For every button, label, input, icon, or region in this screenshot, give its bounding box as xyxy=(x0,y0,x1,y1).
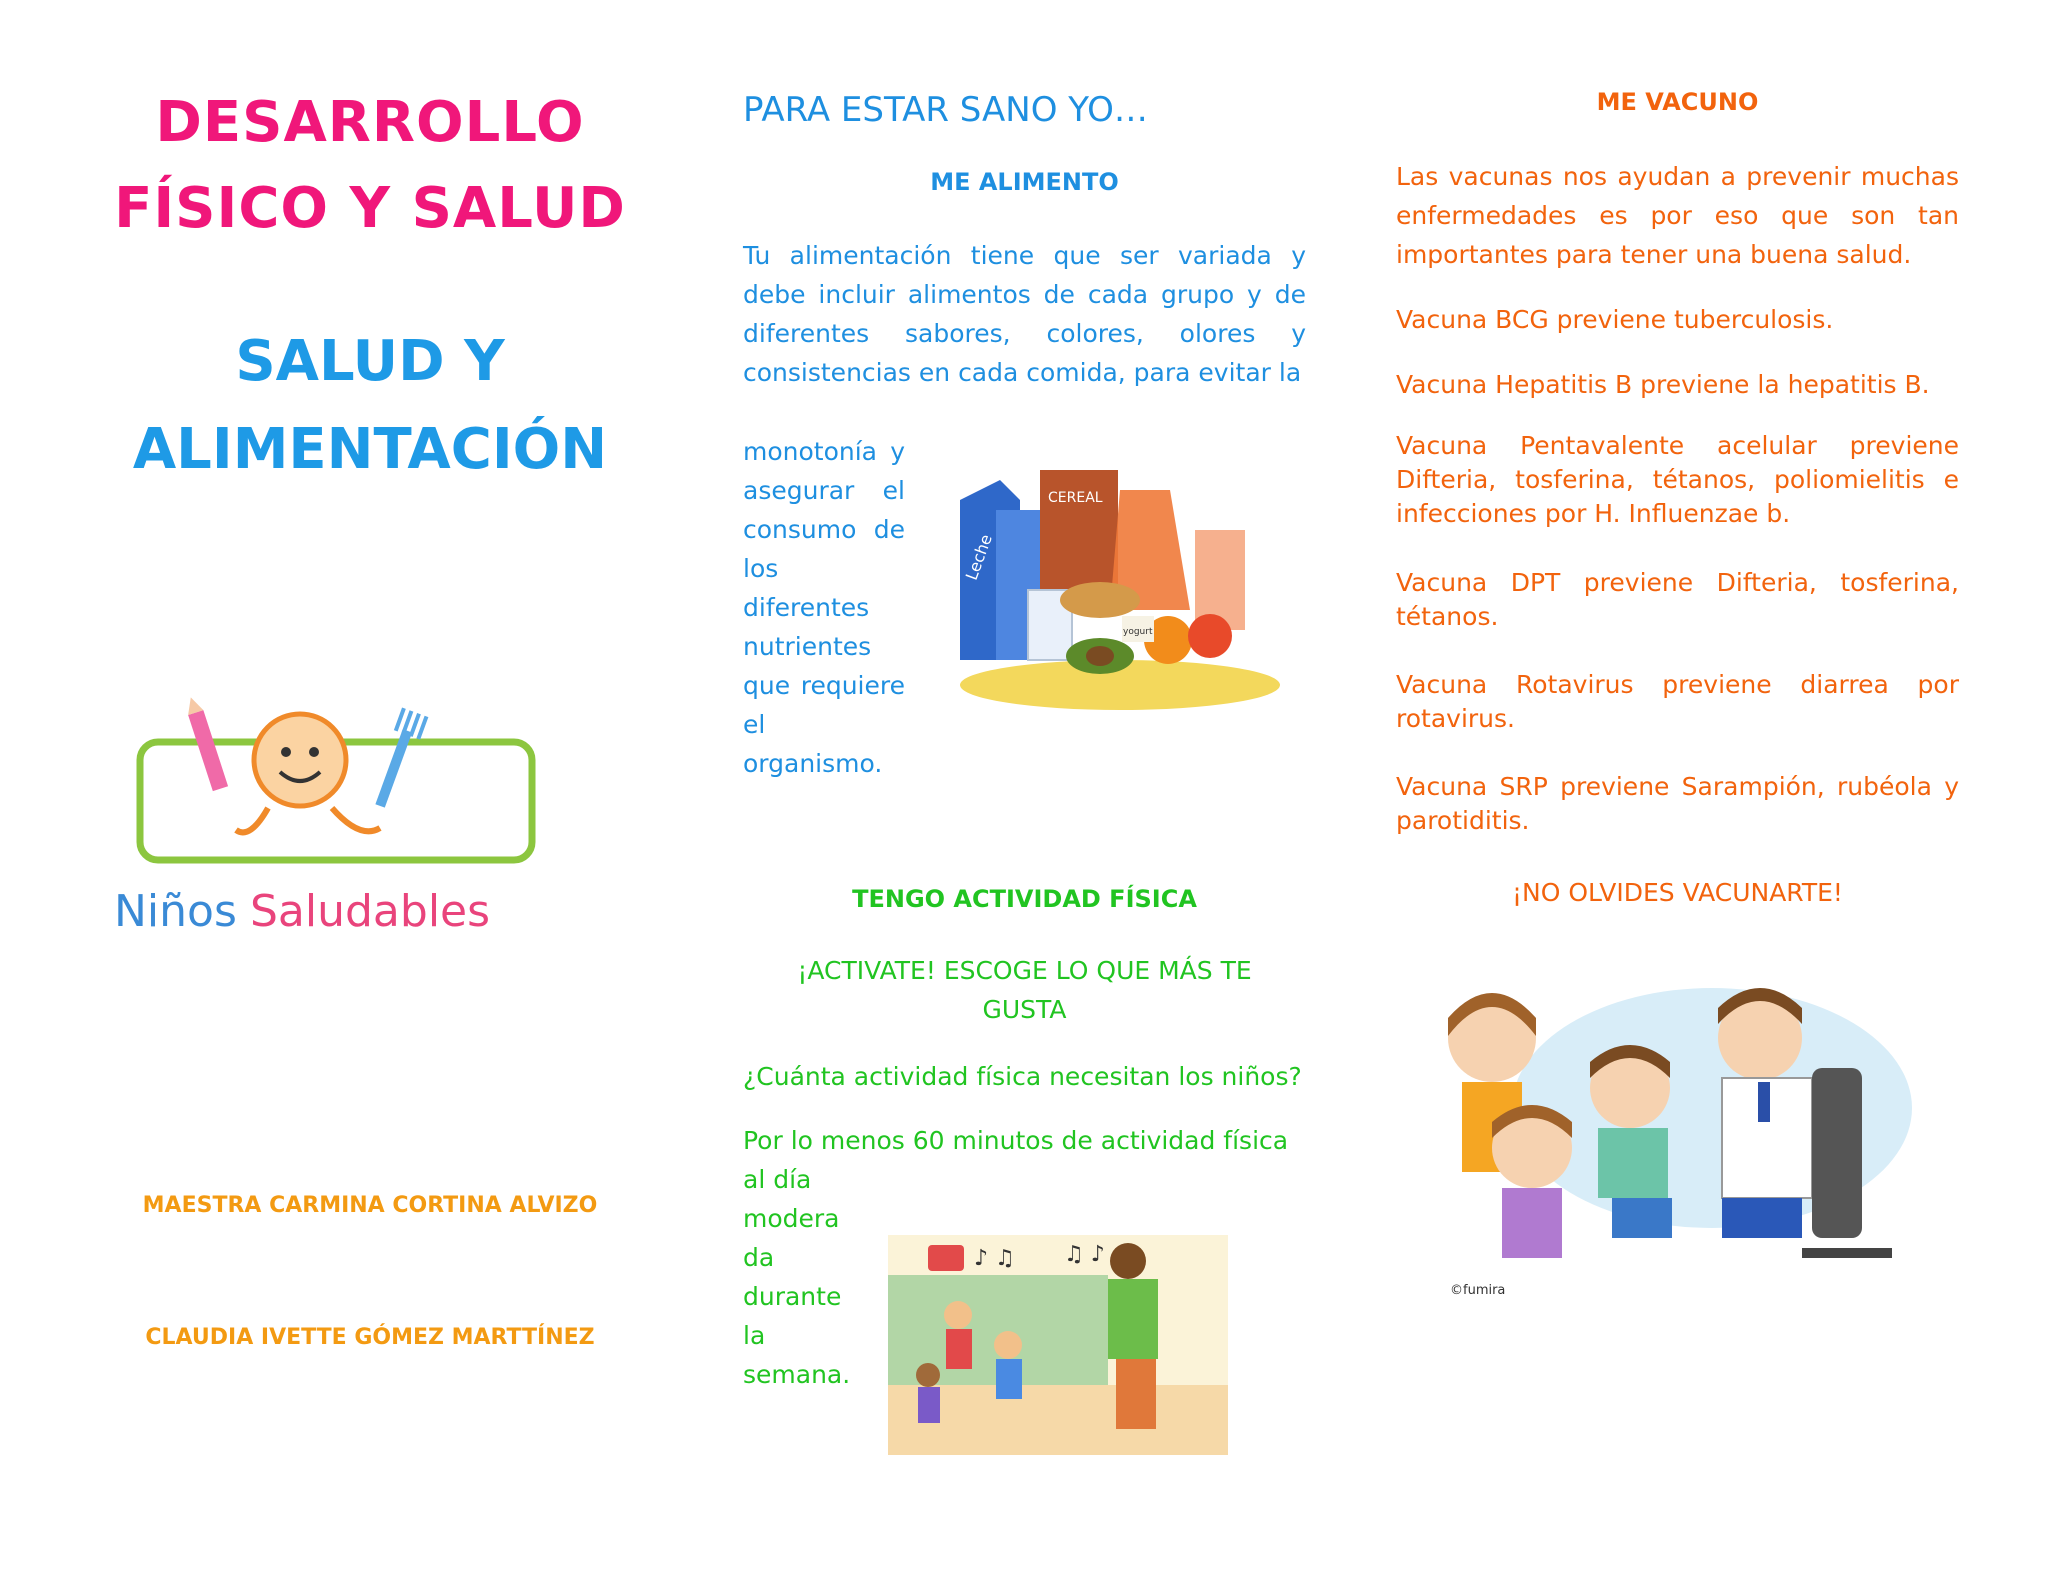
dancing-kids-illustration xyxy=(888,1235,1228,1455)
vaccine-srp: Vacuna SRP previene Sarampión, rubéola y parotiditis. xyxy=(1396,772,1959,835)
middle-panel xyxy=(740,0,1340,1582)
activity-question: ¿Cuánta actividad física necesitan los niños? xyxy=(743,1062,1302,1091)
vaccine-intro: Las vacunas nos ayudan a prevenir muchas enfermedades es por eso que son tan importantes para tener una buena salud. xyxy=(1396,162,1959,269)
vaccine-dpt: Vacuna DPT previene Difteria, tosferina, tétanos. xyxy=(1396,568,1959,631)
activity-answer: Por lo menos 60 minutos de actividad física xyxy=(743,1126,1289,1155)
vaccine-hepatitis-b: Vacuna Hepatitis B previene la hepatitis B. xyxy=(1396,370,1930,399)
ninos-saludables-logo xyxy=(100,690,560,950)
section-heading: PARA ESTAR SANO YO… xyxy=(743,90,1148,130)
activity-answer-continued: al día modera da durante la semana. xyxy=(743,1165,851,1389)
activity-heading: TENGO ACTIVIDAD FÍSICA xyxy=(852,885,1197,913)
left-panel xyxy=(0,0,740,1582)
image-credit: ©fumira xyxy=(1450,1283,1506,1298)
milk-label: Leche xyxy=(961,531,996,583)
cereal-label: CEREAL xyxy=(1048,490,1103,506)
yogurt-label: yogurt xyxy=(1123,627,1153,637)
vaccine-bcg: Vacuna BCG previene tuberculosis. xyxy=(1396,305,1834,334)
food-text: Tu alimentación tiene que ser variada y debe incluir alimentos de cada grupo y de diferentes sabores, colores, olores y consistencias en cada comida, para evitar la xyxy=(743,241,1306,387)
main-title-line1: DESARROLLO xyxy=(155,90,585,155)
right-panel xyxy=(1380,0,2020,1582)
activity-call: ¡ACTIVATE! ESCOGE LO QUE MÁS TE GUSTA xyxy=(797,956,1252,1024)
vaccine-rotavirus: Vacuna Rotavirus previene diarrea por rotavirus. xyxy=(1396,670,1959,733)
main-title-line2: FÍSICO Y SALUD xyxy=(114,176,626,241)
logo-word-saludables: Saludables xyxy=(250,886,491,937)
svg-text:♫ ♪: ♫ ♪ xyxy=(1064,1242,1105,1267)
vaccination-illustration xyxy=(1422,958,1942,1298)
logo-word-ninos: Niños xyxy=(114,886,237,937)
food-heading: ME ALIMENTO xyxy=(930,168,1119,196)
author-teacher: MAESTRA CARMINA CORTINA ALVIZO xyxy=(142,1193,598,1218)
vaccine-heading: ME VACUNO xyxy=(1596,88,1759,116)
food-text-continued: monotonía y asegurar el consumo de los diferentes nutrientes que requiere el organismo. xyxy=(743,437,905,778)
vaccine-pentavalente: Vacuna Pentavalente acelular previene Difteria, tosferina, tétanos, poliomielitis e infecciones por H. Influenzae b. xyxy=(1396,431,1959,528)
svg-text:♪ ♫: ♪ ♫ xyxy=(974,1246,1015,1271)
vaccine-reminder: ¡NO OLVIDES VACUNARTE! xyxy=(1512,878,1843,907)
author-student: CLAUDIA IVETTE GÓMEZ MARTTÍNEZ xyxy=(145,1325,595,1350)
subtitle-line1: SALUD Y xyxy=(235,329,505,394)
subtitle-line2: ALIMENTACIÓN xyxy=(132,417,608,482)
food-illustration xyxy=(940,460,1310,720)
